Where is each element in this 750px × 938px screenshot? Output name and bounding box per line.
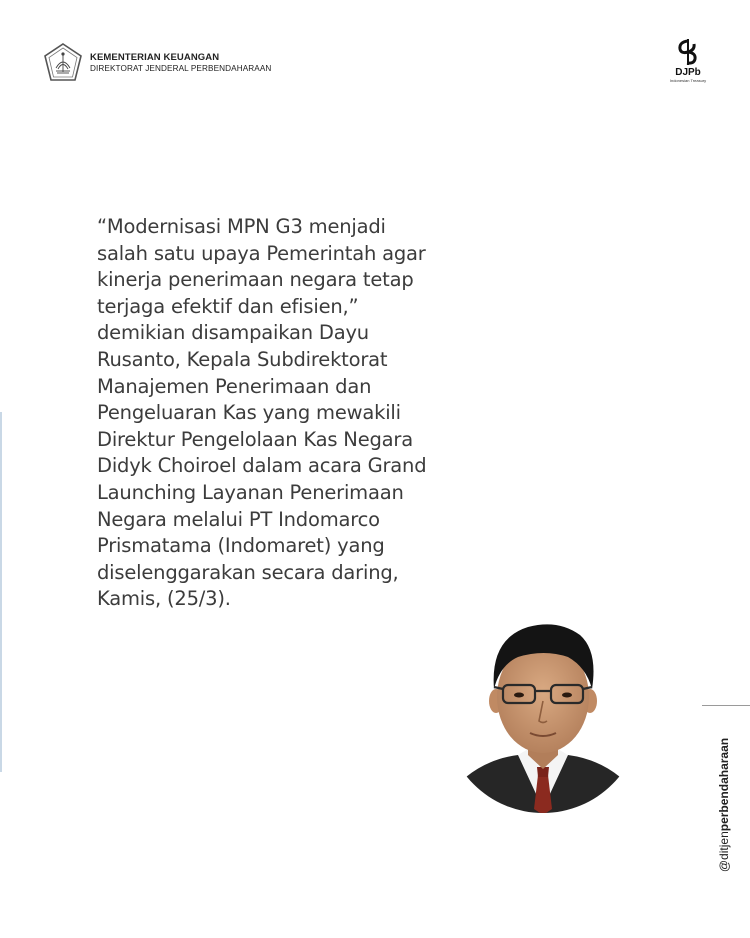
speaker-portrait	[448, 609, 638, 815]
quote-line: Pengeluaran Kas yang mewakili	[97, 401, 401, 425]
ministry-header	[42, 42, 271, 84]
quote-line: Manajemen Penerimaan dan	[97, 374, 372, 398]
quote-line: kinerja penerimaan negara tetap	[97, 268, 414, 292]
quote-line: Direktur Pengelolaan Kas Negara	[97, 427, 413, 451]
social-handle	[714, 725, 734, 885]
quote-line: Prismatama (Indomaret) yang	[97, 534, 385, 558]
quote-line: Negara melalui PT Indomarco	[97, 507, 380, 531]
quote-line: salah satu upaya Pemerintah agar	[97, 241, 426, 265]
djpb-logo	[664, 38, 712, 83]
djpb-tagline: Indonesian Treasury	[669, 78, 707, 83]
quote-line: “Modernisasi MPN G3 menjadi	[97, 215, 386, 238]
ministry-emblem-icon	[42, 42, 84, 84]
quote-line: Didyk Choiroel dalam acara Grand	[97, 454, 427, 478]
divider-line	[702, 705, 750, 706]
djpb-logo-icon	[675, 38, 701, 66]
quote-line: Launching Layanan Penerimaan	[97, 480, 404, 504]
edge-accent-line	[0, 412, 2, 772]
quote-line: diselenggarakan secara daring,	[97, 560, 399, 584]
directorate-title: DIREKTORAT JENDERAL PERBENDAHARAAN	[90, 63, 272, 73]
handle-name: perbendaharaan	[717, 737, 731, 832]
social-handle-text	[717, 738, 731, 872]
quote-line: Rusanto, Kepala Subdirektorat	[97, 347, 388, 371]
quote-text	[97, 214, 477, 613]
quote-line: terjaga efektif dan efisien,”	[97, 294, 359, 318]
quote-line: Kamis, (25/3).	[97, 587, 231, 611]
quote-line: demikian disampaikan Dayu	[97, 321, 369, 345]
djpb-name: DJPb	[675, 67, 701, 78]
handle-prefix: @ditjen	[717, 831, 731, 873]
ministry-name	[90, 53, 271, 73]
ministry-title: KEMENTERIAN KEUANGAN	[90, 51, 220, 63]
